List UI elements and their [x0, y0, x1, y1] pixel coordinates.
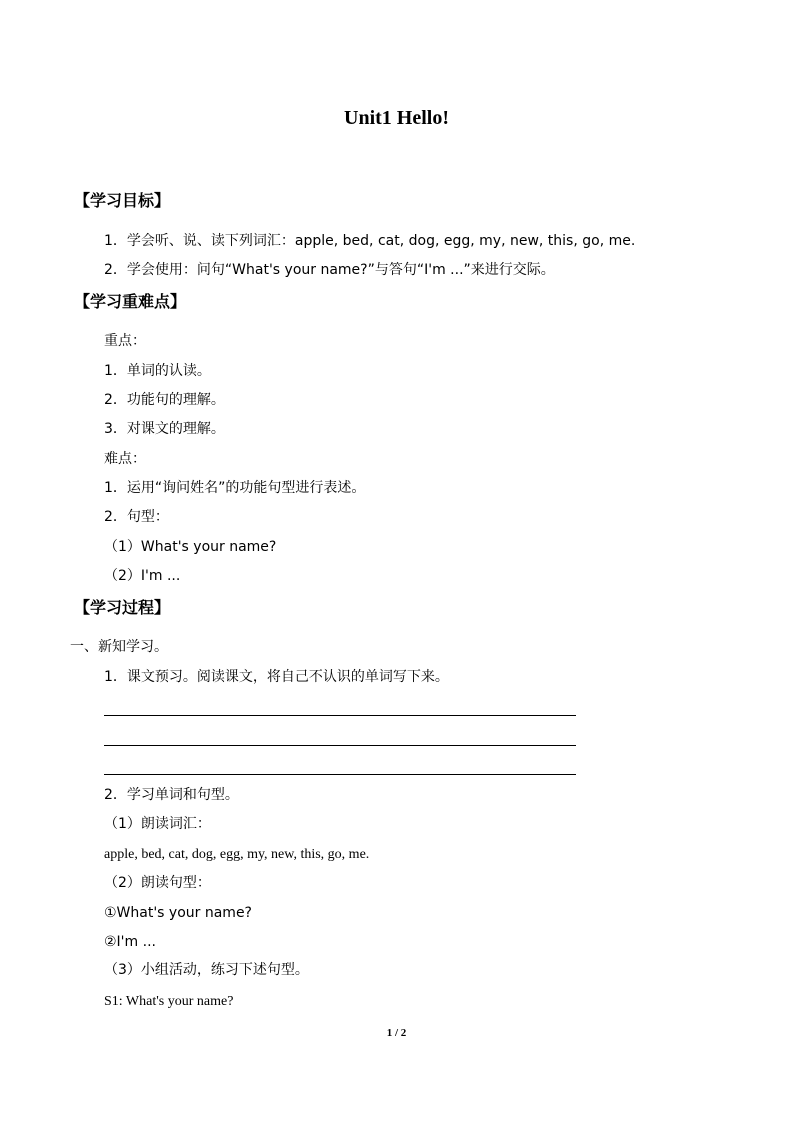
process-step-2: 2．学习单词和句型。	[104, 787, 239, 803]
focus-item-1: 1．单词的认读。	[104, 363, 211, 379]
answer-line-3	[104, 774, 576, 775]
process-part-1: 一、新知学习。	[70, 639, 168, 655]
page-number: 1 / 2	[386, 1027, 407, 1039]
difficulty-item-1: 1．运用“询问姓名”的功能句型进行表述。	[104, 480, 366, 496]
focus-label: 重点：	[104, 333, 146, 349]
process-step-1: 1．课文预习。阅读课文，将自己不认识的单词写下来。	[104, 669, 449, 685]
process-sub-3: （3）小组活动，练习下述句型。	[104, 962, 309, 978]
goal-item-1: 1．学会听、说、读下列词汇：apple, bed, cat, dog, egg, my, new, this, go, me.	[104, 233, 636, 249]
answer-line-2	[104, 745, 576, 746]
dialog-line-1: S1: What's your name?	[104, 994, 234, 1009]
page-title: Unit1 Hello!	[344, 107, 449, 129]
focus-item-3: 3．对课文的理解。	[104, 421, 225, 437]
section-heading-goals: 【学习目标】	[74, 191, 171, 210]
process-sub-2: （2）朗读句型：	[104, 875, 211, 891]
section-heading-key-points: 【学习重难点】	[74, 292, 187, 311]
sentence-pattern-2: ②I'm ...	[104, 934, 156, 950]
difficulty-label: 难点：	[104, 451, 146, 467]
sentence-pattern-1: ①What's your name?	[104, 905, 252, 921]
process-sub-1: （1）朗读词汇：	[104, 816, 211, 832]
answer-line-1	[104, 715, 576, 716]
pattern-1: （1）What's your name?	[104, 539, 277, 555]
goal-item-2: 2．学会使用：问句“What's your name?”与答句“I'm ...”来进行交际。	[104, 262, 555, 278]
vocab-list: apple, bed, cat, dog, egg, my, new, this, go, me.	[104, 847, 370, 862]
pattern-2: （2）I'm ...	[104, 568, 181, 584]
section-heading-process: 【学习过程】	[74, 598, 171, 617]
difficulty-item-2: 2．句型：	[104, 509, 169, 525]
focus-item-2: 2．功能句的理解。	[104, 392, 225, 408]
